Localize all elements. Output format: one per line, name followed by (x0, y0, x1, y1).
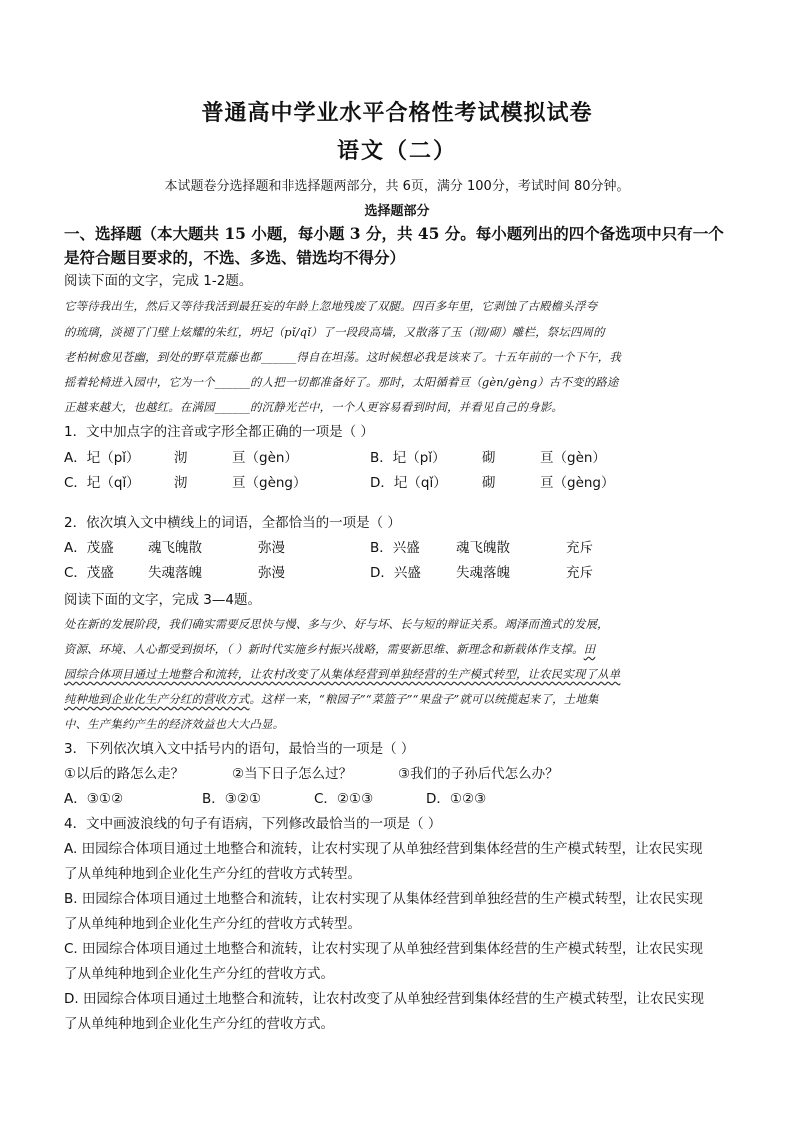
passage1-line: 的琉璃，淡褪了门壁上炫耀的朱红，坍圮（pǐ/qǐ）了一段段高墙，又散落了玉（沏/砌）雕栏，祭坛四周的 (64, 325, 605, 339)
q1-option-a[interactable]: A．圮（pǐ） (64, 450, 140, 466)
passage2-line: 园综合体项目通过土地整合和流转，让农村改变了从集体经营到单独经营的生产模式转型，让农民实现了从单 (64, 667, 621, 681)
q4-option-c[interactable]: C. 田园综合体项目通过土地整合和流转，让农村实现了从单独经营到集体经营的生产模式转型，让农民实现 (64, 941, 704, 957)
q2-option-d-b: 失魂落魄 (456, 565, 510, 581)
q4-stem: 4．文中画波浪线的句子有语病，下列修改最恰当的一项是（ ） (64, 816, 442, 832)
q2-option-a[interactable]: A．茂盛 (64, 540, 114, 556)
passage1-line: 它等待我出生，然后又等待我活到最狂妄的年龄上忽地残废了双腿。四百多年里，它剥蚀了古殿檐头浮夸 (64, 299, 598, 313)
q1-stem: 1．文中加点字的注音或字形全都正确的一项是（ ） (64, 424, 374, 440)
passage1-line: 正越来越大，也越红。在满园______的沉静光芒中，一个人更容易看到时间，并看见自己的身影。 (64, 400, 563, 414)
q1-option-a-b: 沏 (174, 450, 188, 466)
q3-stem: 3．下列依次填入文中括号内的语句，最恰当的一项是（ ） (64, 741, 415, 757)
q4-option-d[interactable]: D. 田园综合体项目通过土地整合和流转，让农村改变了从单独经营到集体经营的生产模式转型，让农民实现 (64, 991, 704, 1007)
reading1-intro: 阅读下面的文字，完成 1-2题。 (64, 273, 253, 289)
q2-option-a-b: 魂飞魄散 (148, 540, 202, 556)
passage2-line: 处在新的发展阶段，我们确实需要反思快与慢、多与少、好与坏、长与短的辩证关系。竭泽而渔式的发展， (64, 617, 609, 631)
q3-item-2: ②当下日子怎么过？ (232, 766, 353, 782)
q1-option-d[interactable]: D．圮（qǐ） (370, 475, 447, 491)
q4-option-b-cont[interactable]: 了从单纯种地到企业化生产分红的营收方式转型。 (64, 916, 361, 932)
q2-option-c-b: 失魂落魄 (148, 565, 202, 581)
q1-option-c-b: 沏 (174, 475, 188, 491)
passage1-line: 老柏树愈见苍幽，到处的野草荒藤也都______得自在坦荡。这时候想必我是该来了。十五年前的一个下午，我 (64, 350, 621, 364)
q3-item-3: ③我们的子孙后代怎么办？ (398, 766, 559, 782)
q3-option-b[interactable]: B．③②① (202, 791, 262, 807)
q1-option-c[interactable]: C．圮（qǐ） (64, 475, 140, 491)
q4-option-a-cont[interactable]: 了从单纯种地到企业化生产分红的营收方式转型。 (64, 866, 361, 882)
q4-option-d-cont[interactable]: 了从单纯种地到企业化生产分红的营收方式。 (64, 1016, 334, 1032)
q2-option-c-c: 弥漫 (258, 565, 285, 581)
q1-option-d-c: 亘（gèng） (540, 475, 615, 491)
exam-title: 普通高中学业水平合格性考试模拟试卷 (201, 100, 593, 126)
q3-item-1: ①以后的路怎么走？ (64, 766, 185, 782)
q2-option-b-b: 魂飞魄散 (456, 540, 510, 556)
part-title: 选择题部分 (364, 204, 430, 219)
q3-option-c[interactable]: C．②①③ (314, 791, 374, 807)
q3-option-a[interactable]: A．③①② (64, 791, 124, 807)
q2-option-d-c: 充斥 (566, 565, 593, 581)
exam-subject: 语文（二） (336, 138, 457, 164)
q1-option-b-c: 亘（gèn） (540, 450, 606, 466)
q2-stem: 2．依次填入文中横线上的词语，全都恰当的一项是（ ） (64, 515, 401, 531)
passage2-line: 中、生产集约产生的经济效益也大大凸显。 (64, 717, 285, 731)
q1-option-b-b: 砌 (482, 450, 496, 466)
section-heading-line2: 是符合题目要求的，不选、多选、错选均不得分） (64, 248, 406, 267)
q1-option-b[interactable]: B．圮（pǐ） (370, 450, 446, 466)
exam-info: 本试题卷分选择题和非选择题两部分，共 6页，满分 100分，考试时间 80分钟。 (164, 179, 630, 194)
passage1-line: 摇着轮椅进入园中，它为一个______的人把一切都准备好了。那时，太阳循着亘（gèn/gèng）古不变的路途 (64, 375, 619, 389)
section-heading-line1: 一、选择题（本大题共 15 小题，每小题 3 分，共 45 分。每小题列出的四个备选项中只有一个 (64, 224, 724, 243)
q3-option-d[interactable]: D．①②③ (426, 791, 487, 807)
passage2-line: 纯种地到企业化生产分红的营收方式。这样一来，“粮园子”“菜篮子”“果盘子”就可以统揽起来了，土地集 (64, 692, 599, 706)
q2-option-a-c: 弥漫 (258, 540, 285, 556)
q2-option-b[interactable]: B．兴盛 (370, 540, 420, 556)
q1-option-c-c: 亘（gèng） (232, 475, 307, 491)
q2-option-c[interactable]: C．茂盛 (64, 565, 114, 581)
reading2-intro: 阅读下面的文字，完成 3—4题。 (64, 592, 261, 608)
q4-option-a[interactable]: A. 田园综合体项目通过土地整合和流转，让农村实现了从单独经营到集体经营的生产模式转型，让农民实现 (64, 841, 703, 857)
q2-option-b-c: 充斥 (566, 540, 593, 556)
q2-option-d[interactable]: D．兴盛 (370, 565, 421, 581)
q4-option-b[interactable]: B. 田园综合体项目通过土地整合和流转，让农村实现了从集体经营到单独经营的生产模式转型，让农民实现 (64, 891, 703, 907)
passage2-line: 资源、环境、人心都受到损坏，（ ）新时代实施乡村振兴战略，需要新思维、新理念和新载体作支撑。田 (64, 642, 596, 656)
q1-option-a-c: 亘（gèn） (232, 450, 298, 466)
q4-option-c-cont[interactable]: 了从单纯种地到企业化生产分红的营收方式。 (64, 966, 334, 982)
q1-option-d-b: 砌 (482, 475, 496, 491)
